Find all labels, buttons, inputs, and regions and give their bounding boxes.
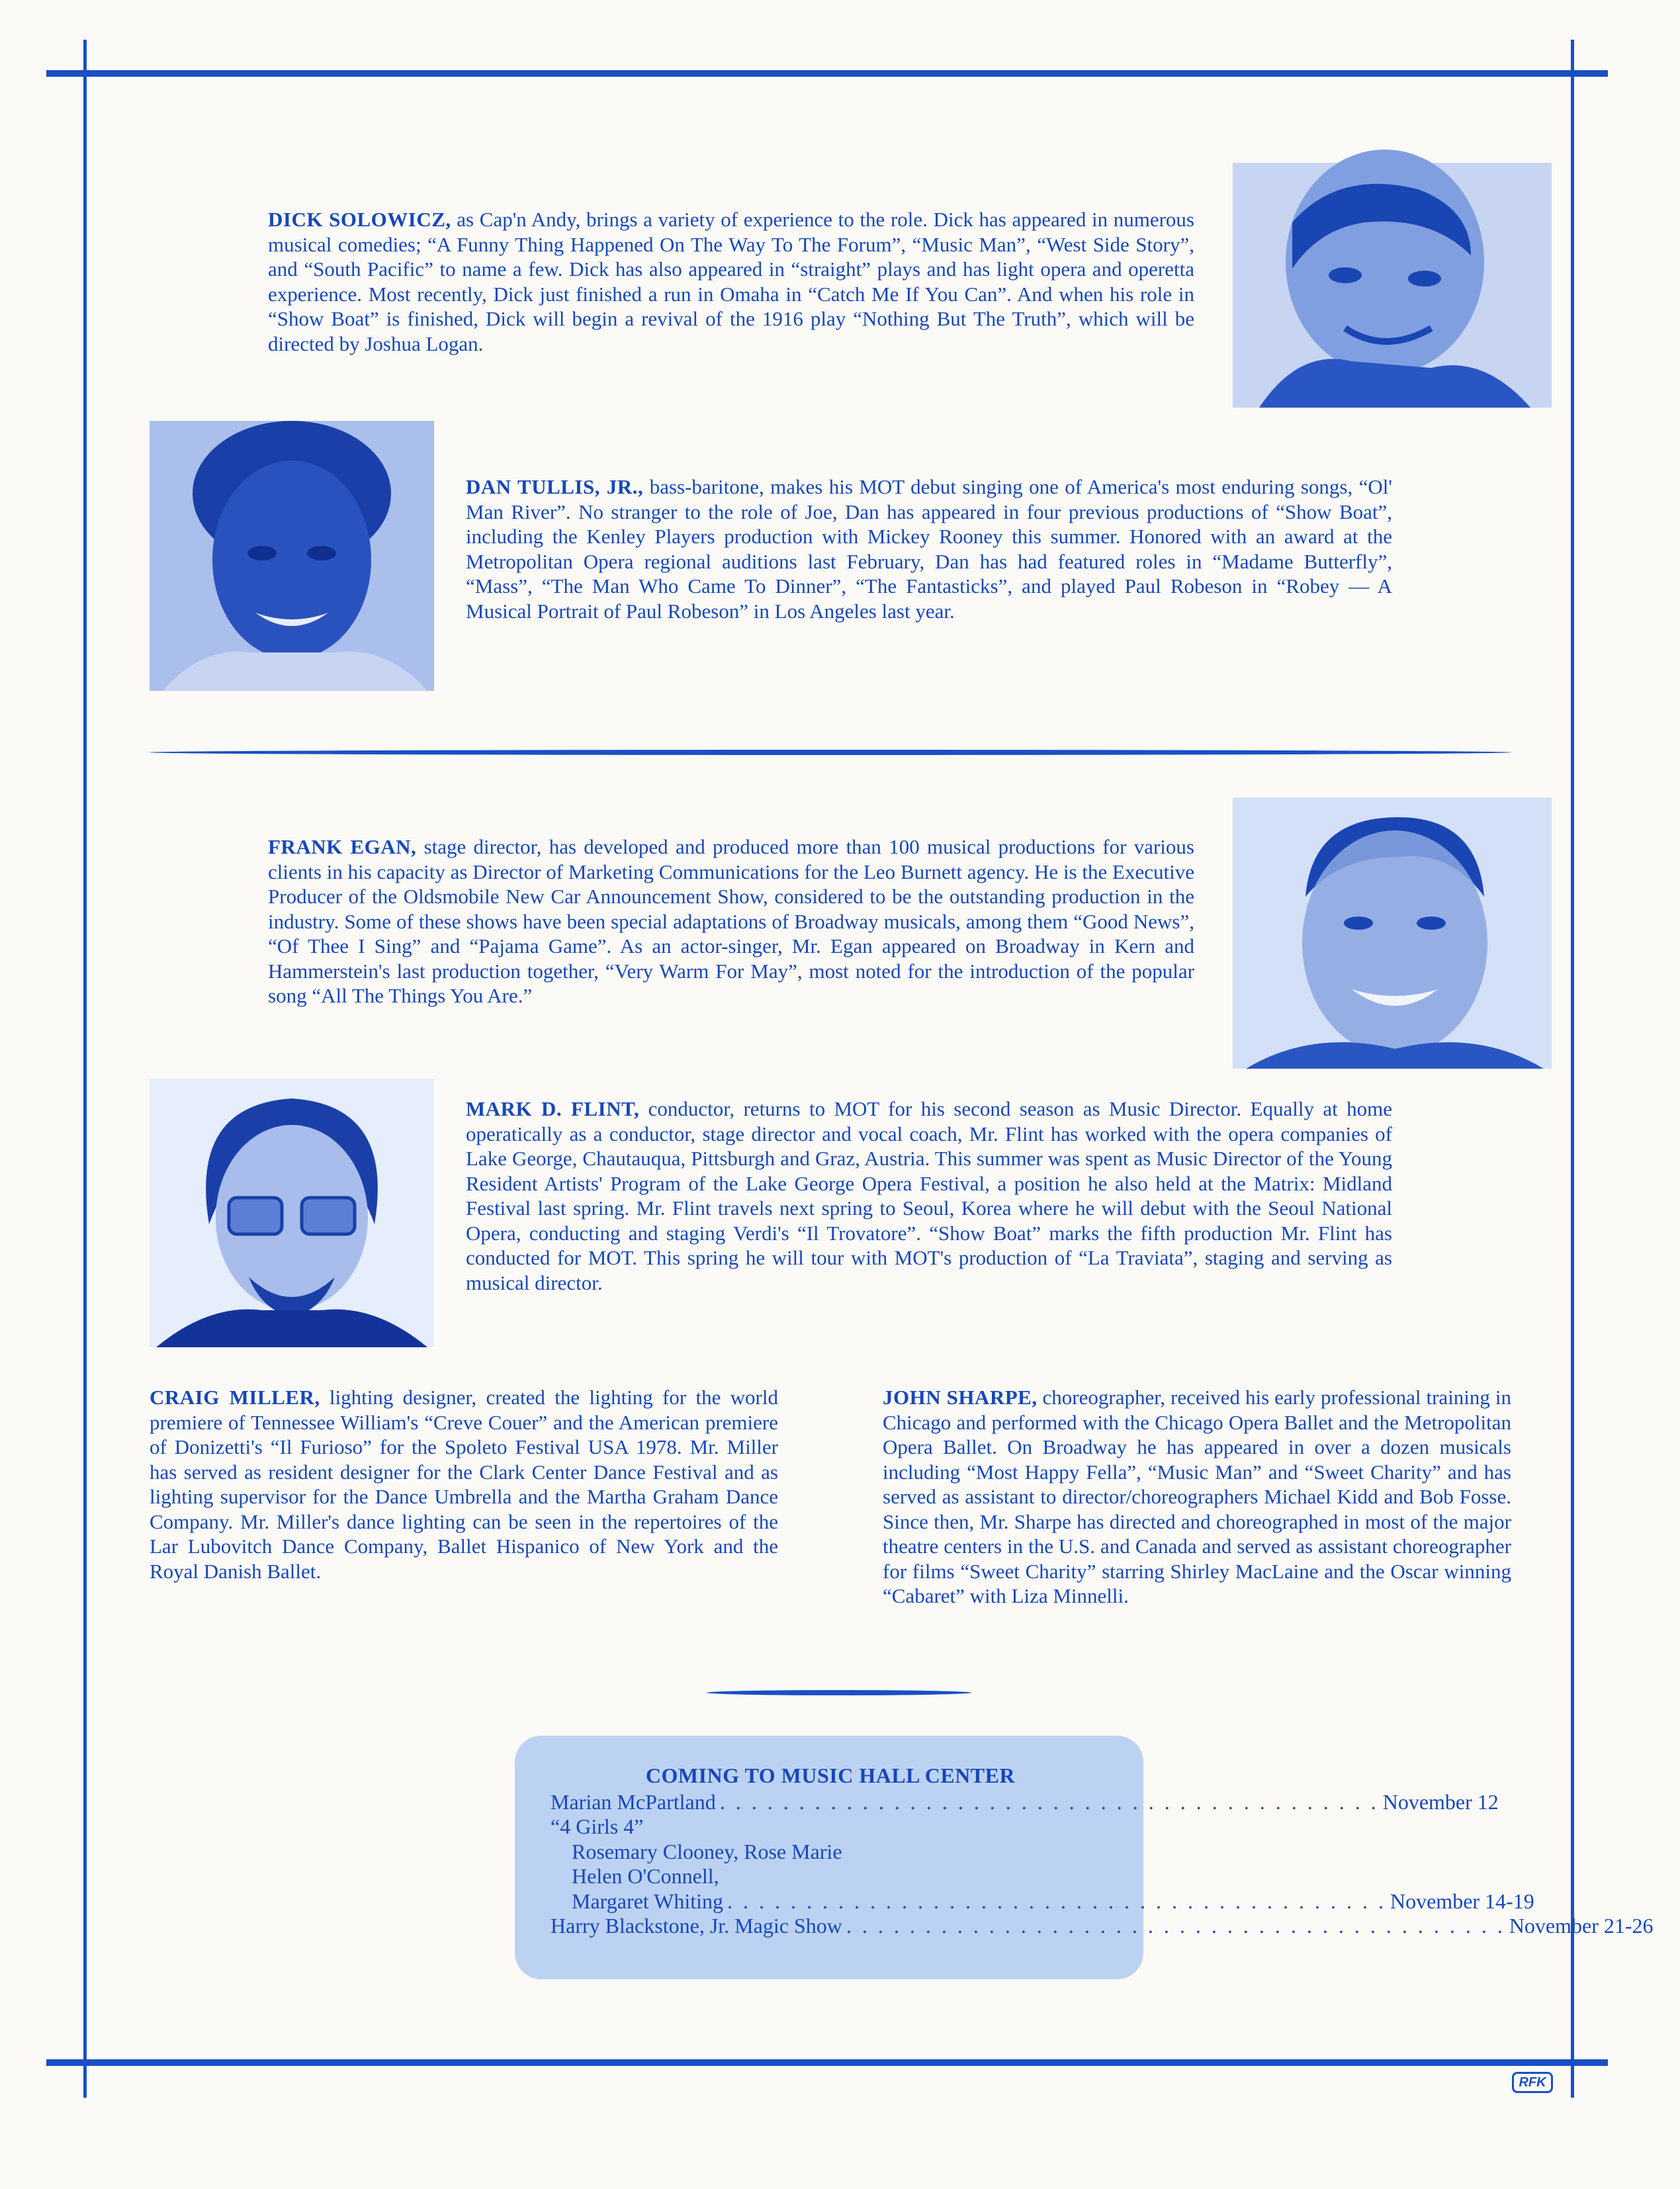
- bio-name: JOHN SHARPE,: [883, 1386, 1038, 1409]
- union-label-mark: RFK: [1512, 2072, 1553, 2093]
- photo-dan-tullis: [150, 421, 434, 691]
- coming-title: COMING TO MUSIC HALL CENTER: [645, 1764, 1016, 1787]
- event-performers: Margaret Whiting: [572, 1889, 723, 1913]
- bio-dick-solowicz: [268, 207, 1194, 356]
- bio-name: FRANK EGAN,: [268, 835, 417, 858]
- photo-frank-egan: [1233, 797, 1552, 1069]
- section-divider: [150, 750, 1511, 755]
- event-date: November 21-26: [1509, 1914, 1654, 1938]
- event-name: Marian McPartland: [551, 1789, 716, 1814]
- top-rule: [46, 70, 1608, 77]
- leader-dots: . . . . . . . . . . . . . . . . . . . . . . . . . . . . . . . . . . . . . . . . . .: [846, 1914, 1505, 1938]
- schedule-row: [551, 1789, 1499, 1815]
- leader-dots: . . . . . . . . . . . . . . . . . . . . . . . . . . . . . . . . . . . . . . . . . .: [719, 1789, 1379, 1814]
- event-performers: Helen O'Connell,: [572, 1864, 719, 1888]
- bio-name: DAN TULLIS, JR.,: [466, 475, 644, 498]
- right-rule: [1571, 40, 1574, 2098]
- photo-dick-solowicz: [1233, 163, 1552, 408]
- coming-to-music-hall-box: [515, 1736, 1654, 1979]
- bio-name: MARK D. FLINT,: [466, 1097, 640, 1120]
- bio-text: lighting designer, created the lighting for the world premiere of Tennessee William's “Creve Couer” and the American premiere of Donizetti's “Il Furioso” for the Spoleto Festival USA 1978. Mr. Miller has served as resident designer for the Clark Center Dance Festival and as lighting supervisor for the Dance Umbrella and the Martha Graham Dance Company. Mr. Miller's dance lighting can be seen in the repertoires of the Lar Lubovitch Dance Company, Ballet Hispanico of New York and the Royal Danish Ballet.: [150, 1386, 778, 1583]
- bio-text: as Cap'n Andy, brings a variety of experience to the role. Dick has appeared in numerous musical comedies; “A Funny Thing Happened On The Way To The Forum”, “Music Man”, “West Side Story”, and “South Pacific” to name a few. Dick has also appeared in “straight” plays and has light opera and operetta experience. Most recently, Dick just finished a run in Omaha in “Catch Me If You Can”. And when his role in “Show Boat” is finished, Dick will begin a revival of the 1916 play “Nothing But The Truth”, which will be directed by Joshua Logan.: [268, 208, 1194, 355]
- event-date: November 12: [1382, 1789, 1499, 1814]
- bio-frank-egan: [268, 834, 1194, 1008]
- bio-dan-tullis: [466, 474, 1392, 623]
- bio-john-sharpe: [883, 1385, 1511, 1609]
- event-performers: Rosemary Clooney, Rose Marie: [572, 1839, 842, 1863]
- short-divider: [707, 1690, 971, 1695]
- bottom-rule: [46, 2059, 1608, 2066]
- left-rule: [83, 40, 87, 2098]
- event-date: November 14-19: [1390, 1889, 1534, 1913]
- schedule-row: [551, 1914, 1654, 1939]
- bio-name: DICK SOLOWICZ,: [268, 208, 451, 231]
- bio-text: conductor, returns to MOT for his second season as Music Director. Equally at home operatically as a conductor, stage director and vocal coach, Mr. Flint has worked with the opera companies of Lake George, Chautauqua, Pittsburgh and Graz, Austria. This summer was spent as Music Director of the Young Resident Artists' Program of the Lake George Opera Festival, a position he also held at the Matrix: Midland Festival last spring. Mr. Flint travels next spring to Seoul, Korea where he will debut with the Seoul National Opera, conducting and staging Verdi's “Il Trovatore”. “Show Boat” marks the fifth production Mr. Flint has conducted for MOT. This spring he will tour with MOT's production of “La Traviata”, staging and serving as musical director.: [466, 1097, 1392, 1294]
- leader-dots: . . . . . . . . . . . . . . . . . . . . . . . . . . . . . . . . . . . . . . . . . .: [727, 1889, 1386, 1913]
- bio-text: bass-baritone, makes his MOT debut singing one of America's most enduring songs, “Ol' Man River”. No stranger to the role of Joe, Dan has appeared in four previous productions of “Show Boat”, including the Kenley Players production with Mickey Rooney this summer. Honored with an award at the Metropolitan Opera regional auditions last February, Dan has had featured roles in “Madame Butterfly”, “Mass”, “The Man Who Came To Dinner”, “The Fantasticks”, and played Paul Robeson in “Robey — A Musical Portrait of Paul Robeson” in Los Angeles last year.: [466, 475, 1392, 623]
- event-name: Harry Blackstone, Jr. Magic Show: [551, 1914, 842, 1938]
- bio-mark-flint: [466, 1096, 1392, 1295]
- schedule-row: [551, 1889, 1534, 1914]
- event-name: “4 Girls 4”: [551, 1814, 644, 1838]
- bio-text: choreographer, received his early professional training in Chicago and performed with the Chicago Opera Ballet and the Metropolitan Opera Ballet. On Broadway he has appeared in over a dozen musicals including “Most Happy Fella”, “Music Man” and “Sweet Charity” and has served as assistant to director/choreographers Michael Kidd and Bob Fosse. Since then, Mr. Sharpe has directed and choreographed in most of the major theatre centers in the U.S. and Canada and served as assistant choreographer for films “Sweet Charity” starring Shirley MacLaine and the Oscar winning “Cabaret” with Liza Minnelli.: [883, 1386, 1511, 1607]
- bio-craig-miller: [150, 1385, 778, 1584]
- photo-mark-flint: [150, 1079, 434, 1347]
- bio-text: stage director, has developed and produced more than 100 musical productions for various clients in his capacity as Director of Marketing Communications for the Leo Burnett agency. He is the Executive Producer of the Oldsmobile New Car Announcement Show, considered to be the outstanding production in the industry. Some of these shows have been special adaptations of Broadway musicals, among them “Good News”, “Of Thee I Sing” and “Pajama Game”. As an actor-singer, Mr. Egan appeared on Broadway in Kern and Hammerstein's last production together, “Very Warm For May”, most noted for the introduction of the popular song “All The Things You Are.”: [268, 835, 1194, 1007]
- bio-name: CRAIG MILLER,: [150, 1386, 320, 1409]
